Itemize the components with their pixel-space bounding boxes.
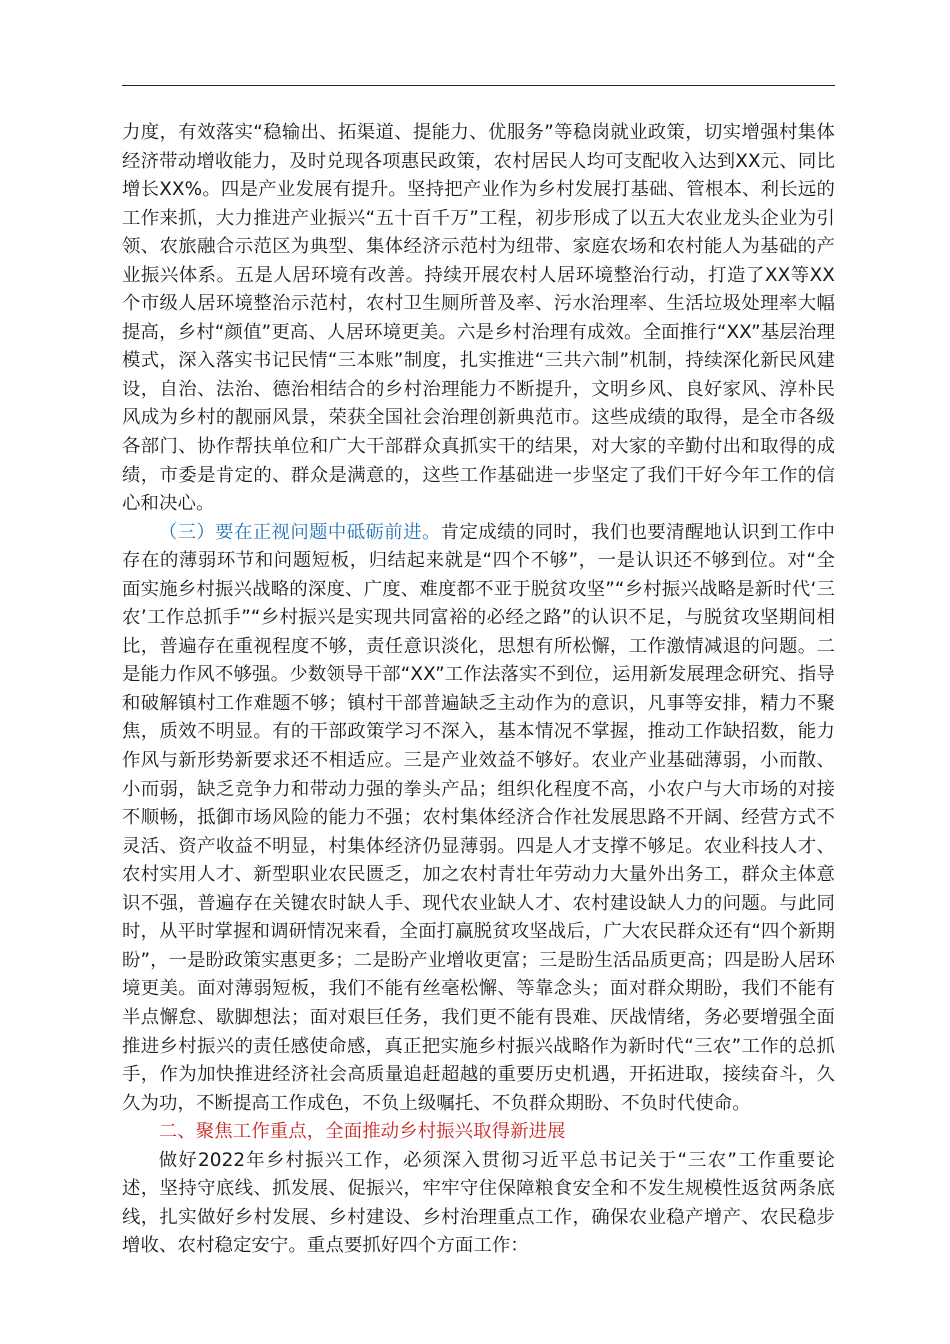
paragraph-achievements: 力度，有效落实“稳输出、拓渠道、提能力、优服务”等稳岗就业政策，切实增强村集体经济带动增收能力，及时兑现各项惠民政策，农村居民人均可支配收入达到XX元、同比增长XX%。四是产业发展有提升。坚持把产业作为乡村发展打基础、管根本、利长远的工作来抓，大力推进产业振兴“五十百千万”工程，初步形成了以五大农业龙头企业为引领、农旅融合示范区为典型、集体经济示范村为纽带、家庭农场和农村能人为基础的产业振兴体系。五是人居环境有改善。持续开展农村人居环境整治行动，打造了XX等XX个市级人居环境整治示范村，农村卫生厕所普及率、污水治理率、生活垃圾处理率大幅提高，乡村“颜值”更高、人居环境更美。六是乡村治理有成效。全面推行“XX”基层治理模式，深入落实书记民情“三本账”制度，扎实推进“三共六制”机制，持续深化新民风建设，自治、法治、德治相结合的乡村治理能力不断提升，文明乡风、良好家风、淳朴民风成为乡村的靓丽风景，荣获全国社会治理创新典范市。这些成绩的取得，是全市各级各部门、协作帮扶单位和广大干部群众真抓实干的结果，对大家的辛勤付出和取得的成绩，市委是肯定的、群众是满意的，这些工作基础进一步坚定了我们干好今年工作的信心和决心。 <box>122 122 835 515</box>
document-body <box>122 119 835 1261</box>
section-heading-problems: （三）要在正视问题中砥砺前进。 <box>158 521 441 543</box>
section-heading-focus: 二、聚焦工作重点，全面推动乡村振兴取得新进展 <box>158 1121 566 1143</box>
paragraph-problems-body: 肯定成绩的同时，我们也要清醒地认识到工作中存在的薄弱环节和问题短板，归结起来就是“四个不够”，一是认识还不够到位。对“全面实施乡村振兴战略的深度、广度、难度都不亚于脱贫攻坚”“乡村振兴战略是新时代‘三农’工作总抓手”“乡村振兴是实现共同富裕的必经之路”的认识不足，与脱贫攻坚期间相比，普遍存在重视程度不够，责任意识淡化，思想有所松懈，工作激情减退的问题。二是能力作风不够强。少数领导干部“XX”工作法落实不到位，运用新发展理念研究、指导和破解镇村工作难题不够；镇村干部普遍缺乏主动作为的意识，凡事等安排，精力不聚焦，质效不明显。有的干部政策学习不深入，基本情况不掌握，推动工作缺招数，能力作风与新形势新要求还不相适应。三是产业效益不够好。农业产业基础薄弱，小而散、小而弱，缺乏竞争力和带动力强的拳头产品；组织化程度不高，小农户与大市场的对接不顺畅，抵御市场风险的能力不强；农村集体经济合作社发展思路不开阔、经营方式不灵活、资产收益不明显，村集体经济仍显薄弱。四是人才支撑不够足。农业科技人才、农村实用人才、新型职业农民匮乏，加之农村青壮年劳动力大量外出务工，群众主体意识不强，普遍存在关键农时缺人手、现代农业缺人才、农村建设缺人力的问题。与此同时，从平时掌握和调研情况来看，全面打赢脱贫攻坚战后，广大农民群众还有“四个新期盼”，一是盼政策实惠更多；二是盼产业增收更富；三是盼生活品质更高；四是盼人居环境更美。面对薄弱短板，我们不能有丝毫松懈、等靠念头；面对群众期盼，我们不能有半点懈怠、歇脚想法；面对艰巨任务，我们更不能有畏难、厌战情绪，务必要增强全面推进乡村振兴的责任感使命感，真正把实施乡村振兴战略作为新时代“三农”工作的总抓手，作为加快推进经济社会高质量追赶超越的重要历史机遇，开拓进取，接续奋斗，久久为功，不断提高工作成色，不负上级嘱托、不负群众期盼、不负时代使命。 <box>122 521 835 1114</box>
paragraph-problems <box>122 519 835 1118</box>
paragraph-key-work: 做好2022年乡村振兴工作，必须深入贯彻习近平总书记关于“三农”工作重要论述，坚持守底线、抓发展、促振兴，牢牢守住保障粮食安全和不发生规模性返贫两条底线，扎实做好乡村发展、乡村建设、乡村治理重点工作，确保农业稳产增产、农民稳步增收、农村稳定安宁。重点要抓好四个方面工作： <box>122 1149 835 1257</box>
header-rule <box>122 85 835 86</box>
